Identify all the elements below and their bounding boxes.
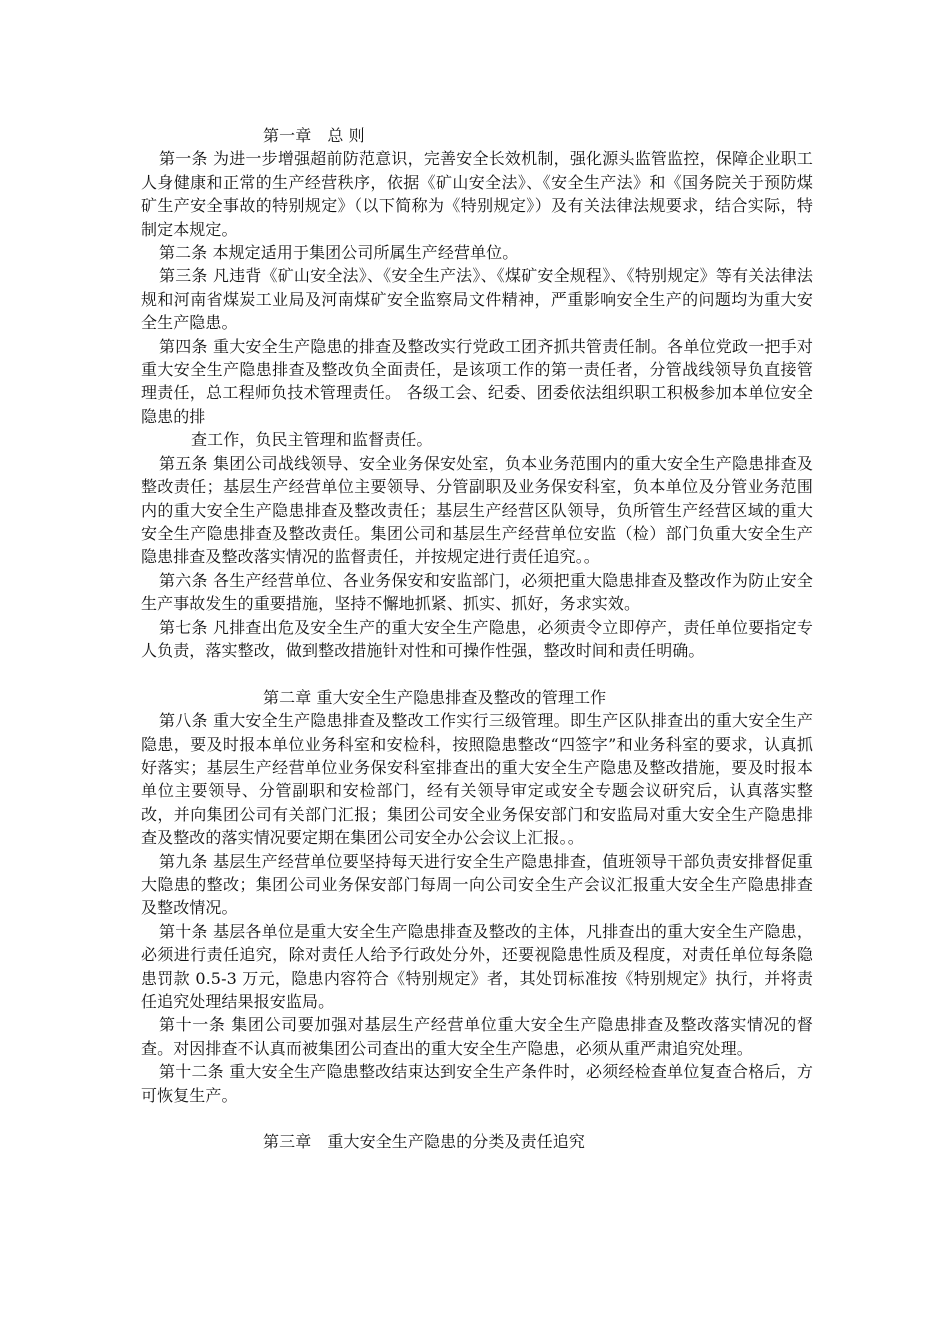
article-4: 第四条 重大安全生产隐患的排查及整改实行党政工团齐抓共管责任制。各单位党政一把手对重大安全生产隐患排查及整改负全面责任，是该项工作的第一责任者，分管战线领导负直接管理责任，总工程师负技术管理责任。 各级工会、纪委、团委依法组织职工积极参加本单位安全隐患的排 <box>141 336 813 426</box>
chapter-1-title: 第一章 总 则 <box>263 126 365 145</box>
article-4-continuation: 查工作，负民主管理和监督责任。 <box>191 430 433 450</box>
article-5: 第五条 集团公司战线领导、安全业务保安处室，负本业务范围内的重大安全生产隐患排查及整改责任；基层生产经营单位主要领导、分管副职及业务保安科室，负本单位及分管业务范围内的重大安全生产隐患排查及整改责任；基层生产经营区队领导，负所管生产经营区域的重大安全生产隐患排查及整改责任。集团公司和基层生产经营单位安监（检）部门负重大安全生产隐患排查及整改落实情况的监督责任，并按规定进行责任追究。。 <box>141 453 813 567</box>
chapter-3-title: 第三章 重大安全生产隐患的分类及责任追究 <box>263 1132 586 1152</box>
article-9: 第九条 基层生产经营单位要坚持每天进行安全生产隐患排查，值班领导干部负责安排督促重大隐患的整改；集团公司业务保安部门每周一向公司安全生产会议汇报重大安全生产隐患排查及整改情况。 <box>141 851 813 918</box>
document-page <box>141 124 813 1154</box>
article-12: 第十二条 重大安全生产隐患整改结束达到安全生产条件时，必须经检查单位复查合格后，方可恢复生产。 <box>141 1062 813 1105</box>
article-7: 第七条 凡排查出危及安全生产的重大安全生产隐患，必须责令立即停产，责任单位要指定专人负责，落实整改，做到整改措施针对性和可操作性强，整改时间和责任明确。 <box>141 617 813 660</box>
article-6: 第六条 各生产经营单位、各业务保安和安监部门，必须把重大隐患排查及整改作为防止安全生产事故发生的重要措施，坚持不懈地抓紧、抓实、抓好，务求实效。 <box>141 570 813 614</box>
article-3: 第三条 凡违背《矿山安全法》、《安全生产法》、《煤矿安全规程》、《特别规定》等有关法律法规和河南省煤炭工业局及河南煤矿安全监察局文件精神，严重影响安全生产的问题均为重大安全生产隐患。 <box>141 266 813 333</box>
article-10: 第十条 基层各单位是重大安全生产隐患排查及整改的主体，凡排查出的重大安全生产隐患，必须进行责任追究，除对责任人给予行政处分外，还要视隐患性质及程度，对责任单位每条隐患罚款 0.5-3 万元，隐患内容符合《特别规定》者，其处罚标准按《特别规定》执行，并将责任追究处理结果报安监局。 <box>141 921 813 1012</box>
article-1: 第一条 为进一步增强超前防范意识，完善安全长效机制，强化源头监管监控，保障企业职工人身健康和正常的生产经营秩序，依据《矿山安全法》、《安全生产法》和《国务院关于预防煤矿生产安全事故的特别规定》（以下简称为《特别规定》）及有关法律法规要求，结合实际，特制定本规定。 <box>141 149 813 239</box>
article-11: 第十一条 集团公司要加强对基层生产经营单位重大安全生产隐患排查及整改落实情况的督查。对因排查不认真而被集团公司查出的重大安全生产隐患，必须从重严肃追究处理。 <box>141 1015 813 1058</box>
article-2: 第二条 本规定适用于集团公司所属生产经营单位。 <box>159 243 519 263</box>
chapter-2-title: 第二章 重大安全生产隐患排查及整改的管理工作 <box>263 687 607 707</box>
article-8: 第八条 重大安全生产隐患排查及整改工作实行三级管理。即生产区队排查出的重大安全生产隐患，要及时报本单位业务科室和安检科，按照隐患整改“四签字”和业务科室的要求，认真抓好落实；基层生产经营单位业务保安科室排查出的重大安全生产隐患及整改措施，要及时报本单位主要领导、分管副职和安检部门，经有关领导审定或安全专题会议研究后，认真落实整改，并向集团公司有关部门汇报；集团公司安全业务保安部门和安监局对重大安全生产隐患排查及整改的落实情况要定期在集团公司安全办公会议上汇报。。 <box>141 711 813 848</box>
